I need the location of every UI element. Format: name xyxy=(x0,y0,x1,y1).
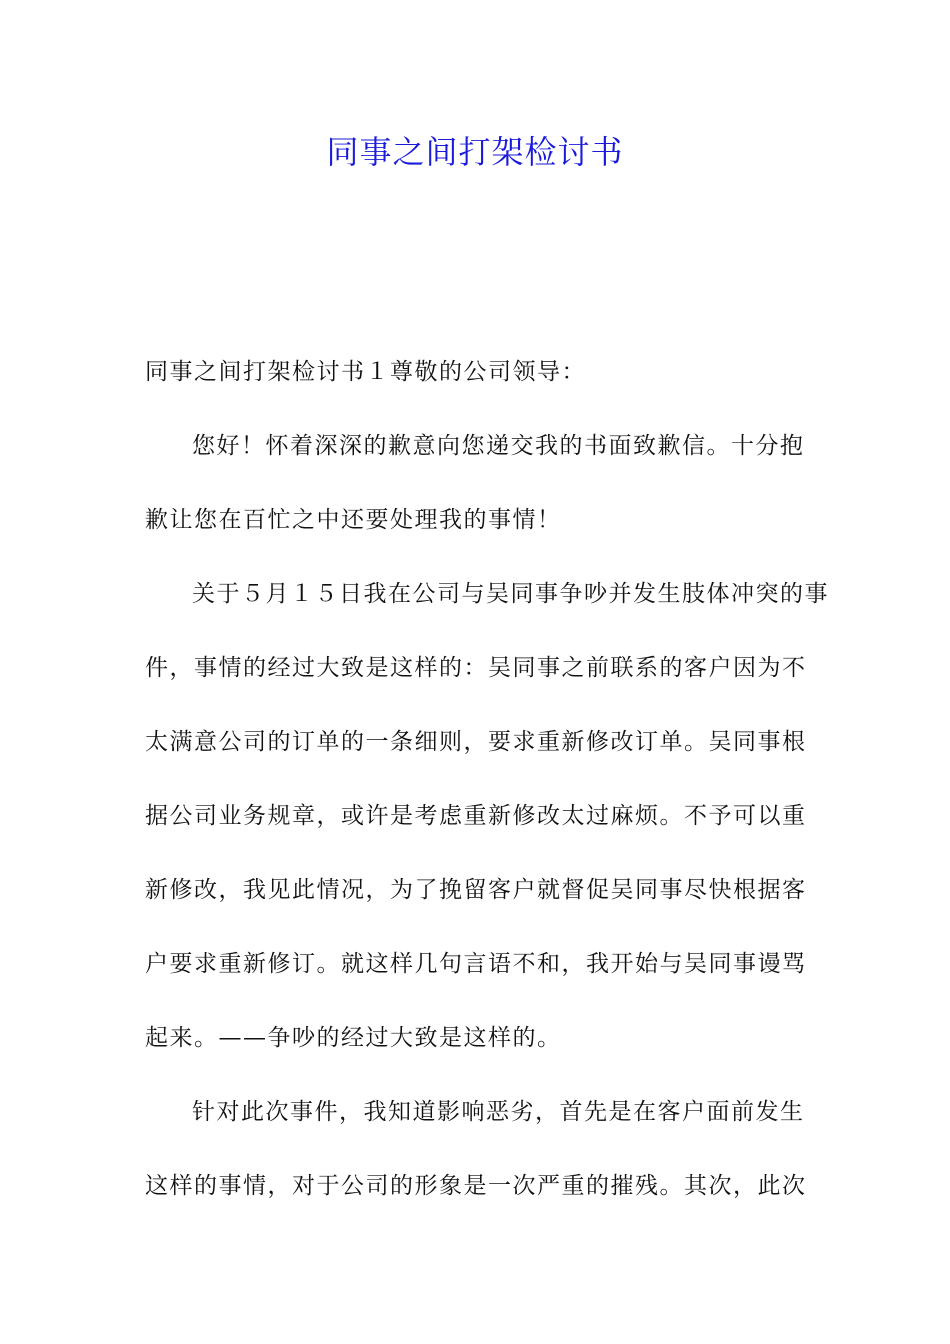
greeting-paragraph xyxy=(145,409,807,557)
text-line: 针对此次事件，我知道影响恶劣，首先是在客户面前发生 xyxy=(192,1099,805,1125)
salutation-paragraph xyxy=(145,335,807,409)
text-line: 户要求重新修订。就这样几句言语不和，我开始与吴同事谩骂 xyxy=(145,951,807,977)
text-line: 歉让您在百忙之中还要处理我的事情！ xyxy=(145,507,562,533)
incident-paragraph xyxy=(145,557,829,1075)
reflection-paragraph xyxy=(145,1075,807,1223)
text-line: 太满意公司的订单的一条细则，要求重新修改订单。吴同事根 xyxy=(145,729,807,755)
document-body xyxy=(145,335,829,1223)
text-line: 关于５月１５日我在公司与吴同事争吵并发生肢体冲突的事 xyxy=(192,581,829,607)
text-line: 这样的事情，对于公司的形象是一次严重的摧残。其次，此次 xyxy=(145,1173,807,1199)
text-line: 新修改，我见此情况，为了挽留客户就督促吴同事尽快根据客 xyxy=(145,877,807,903)
text-line: 起来。——争吵的经过大致是这样的。 xyxy=(145,1025,562,1051)
text-line: 同事之间打架检讨书１尊敬的公司领导： xyxy=(145,359,586,385)
text-line: 据公司业务规章，或许是考虑重新修改太过麻烦。不予可以重 xyxy=(145,803,807,829)
text-line: 件，事情的经过大致是这样的：吴同事之前联系的客户因为不 xyxy=(145,655,807,681)
document-title: 同事之间打架检讨书 xyxy=(326,133,624,171)
text-line: 您好！怀着深深的歉意向您递交我的书面致歉信。十分抱 xyxy=(192,433,805,459)
